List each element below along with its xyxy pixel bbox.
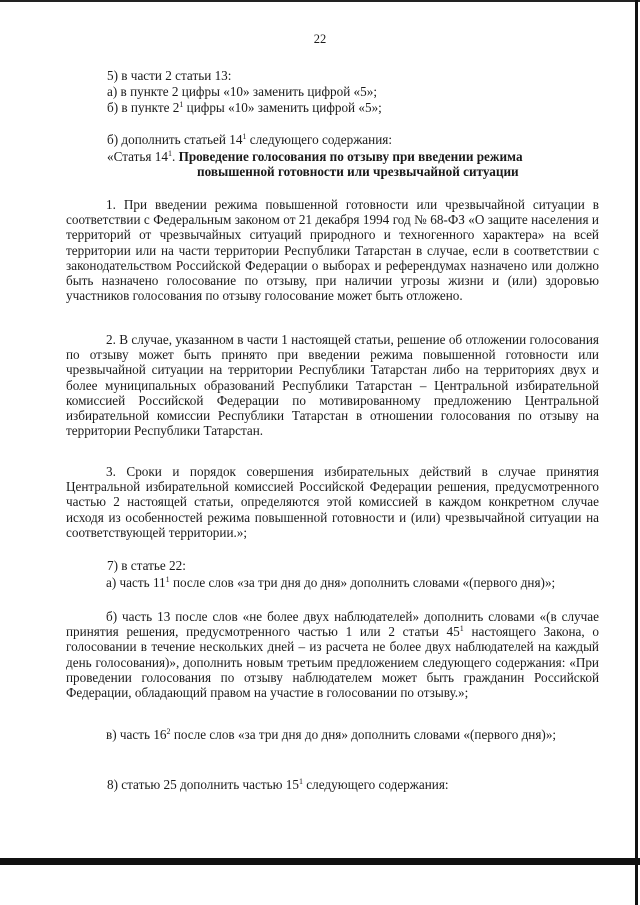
item-7a: а) часть $11^1$ после слов «за три дня до дня» дополнить словами «(первого дня)»; xyxy=(106,575,556,590)
scan-top-edge xyxy=(0,0,640,2)
article-paragraph-1: 1. При введении режима повышенной готовности или чрезвычайной ситуации в соответствии с Федеральным законом от 21 декабря 1994 год № 68-ФЗ «О защите населения и территорий от чрезвычайных ситуаций природного и техногенного характера» на всей территории или на части территории Республики Татарстан в случае, если в соответствии с законодательством Российской Федерации о выборах и референдумах назначено или должно быть назначено голосование по отзыву, при наличии угрозы жизни и (или) здоровью участников голосования по отзыву голосование может быть отложено. xyxy=(66,197,599,304)
article-title: «Статья $14^1$. Проведение голосования по отзыву при введении режима повышенной готовности или чрезвычайной ситуации xyxy=(107,149,523,180)
scan-right-edge xyxy=(635,0,638,905)
item-5b: б) в пункте $2^1$ цифры «10» заменить цифрой «5»; xyxy=(107,100,382,115)
page-number: 22 xyxy=(313,32,327,46)
item-5a: а) в пункте 2 цифры «10» заменить цифрой «5»; xyxy=(107,84,377,99)
item-7c: в) часть $16^2$ после слов «за три дня до дня» дополнить словами «(первого дня)»; xyxy=(106,727,557,742)
scan-bottom-edge xyxy=(0,858,640,865)
item-7-heading: 7) в статье 22: xyxy=(107,558,186,573)
article-paragraph-2: 2. В случае, указанном в части 1 настоящей статьи, решение об отложении голосования по отзыву может быть принято при введении режима повышенной готовности или чрезвычайной ситуации на территории Республики Татарстан либо на территориях двух и более муниципальных образований Республики Татарстан – Центральной избирательной комиссией Российской Федерации по мотивированному предложению Центральной избирательной комиссии Республики Татарстан в отношении голосования по отзыву на территории Республики Татарстан. xyxy=(66,332,599,439)
item-8-heading: 8) статью 25 дополнить частью $15^1$ следующего содержания: xyxy=(107,777,449,792)
item-7b: б) часть 13 после слов «не более двух наблюдателей» дополнить словами «(в случае принятия решения, предусмотренного частью 1 или 2 статьи $45^1$ настоящего Закона, о голосовании в течение нескольких дней – из расчета не более двух наблюдателей на каждый день голосования)», дополнить новым третьим предложением следующего содержания: «При проведении голосования по отзыву наблюдателем может быть гражданин Российской Федерации, обладающий правом на участие в голосовании по отзыву.»; xyxy=(66,609,599,701)
article-paragraph-3: 3. Сроки и порядок совершения избирательных действий в случае принятия Центральной избирательной комиссией Российской Федерации решения, предусмотренного частью 2 настоящей статьи, определяются этой комиссией в каждом конкретном случае исходя из особенностей режима повышенной готовности и (или) чрезвычайной ситуации на соответствующей территории.»; xyxy=(66,464,599,540)
item-5-heading: 5) в части 2 статьи 13: xyxy=(107,68,232,83)
item-6-heading: б) дополнить статьей $14^1$ следующего содержания: xyxy=(107,132,392,147)
